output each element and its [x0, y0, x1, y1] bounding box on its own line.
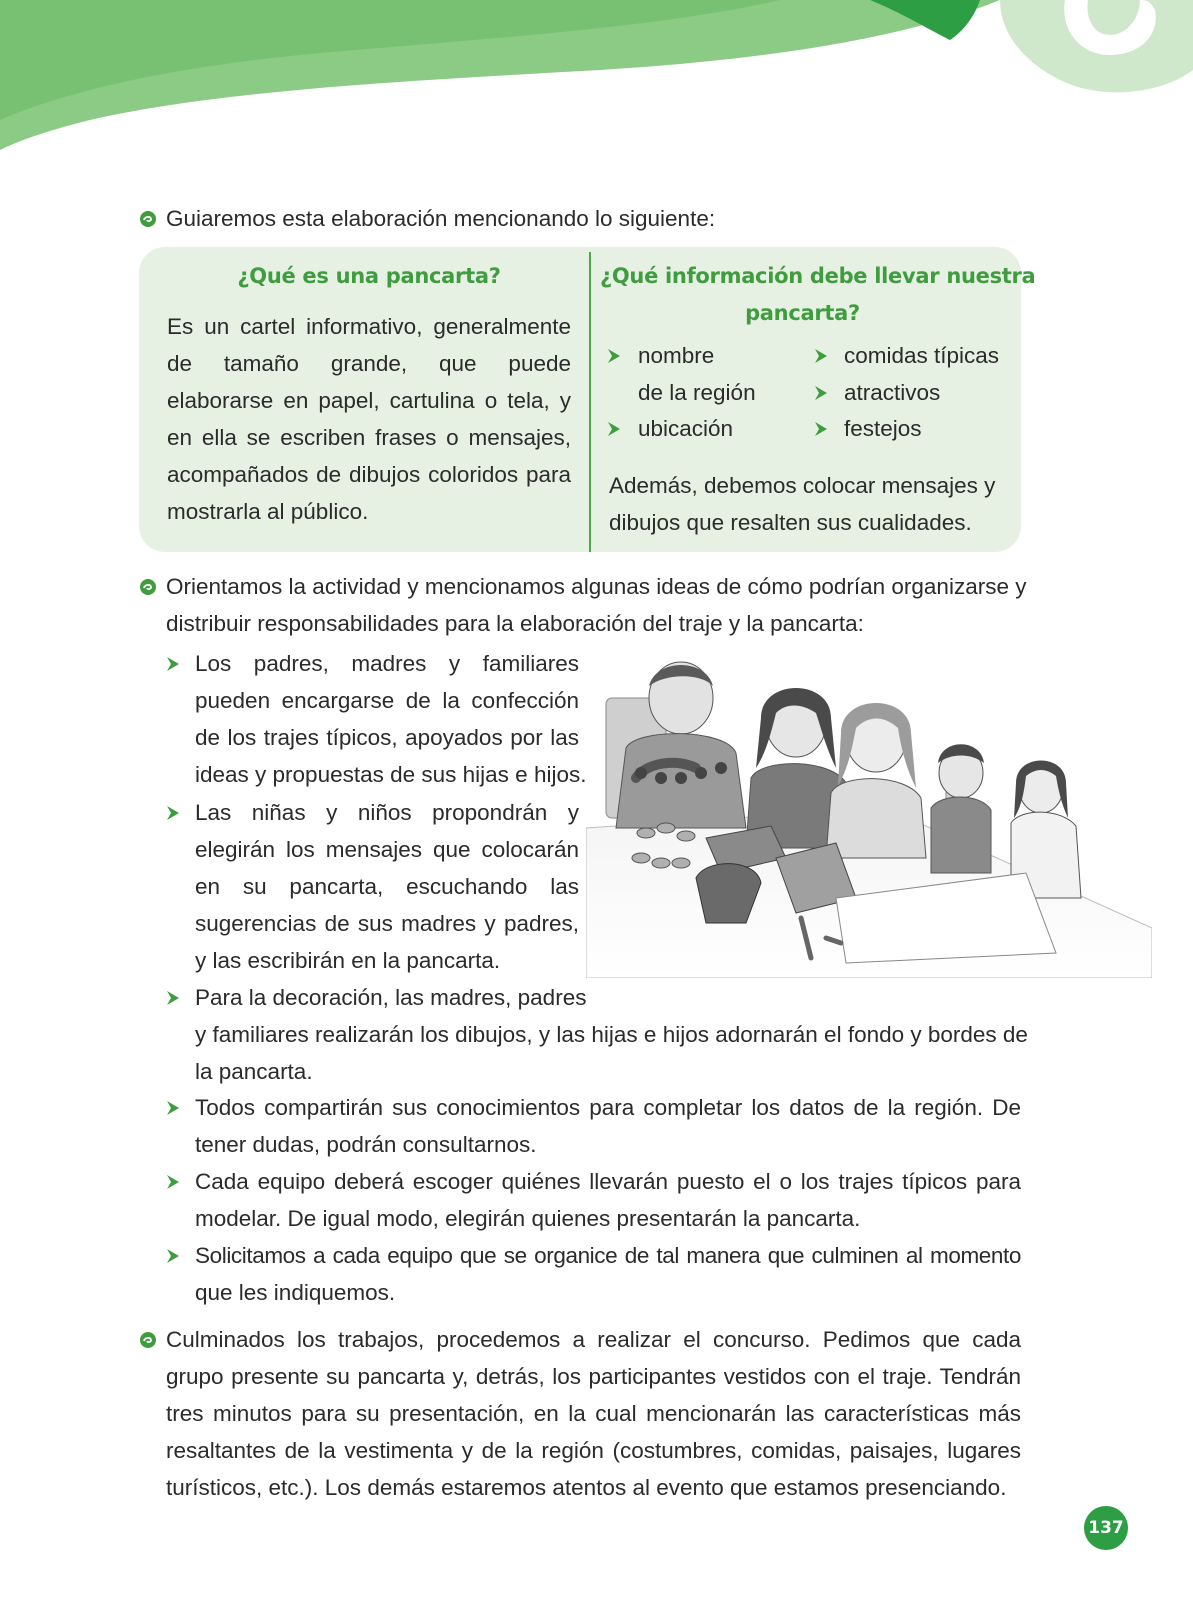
parents-line2: pueden encargarse de la confección	[195, 688, 579, 713]
arrow-bullet-icon	[166, 1174, 180, 1190]
list-item-atractivos: atractivos	[844, 380, 941, 405]
parents-line3: de los trajes típicos, apoyados por las	[195, 725, 579, 750]
right-footer-line1: Además, debemos colocar mensajes y	[609, 473, 996, 498]
parents-line1: Los padres, madres y familiares	[195, 651, 579, 676]
info-box-divider	[589, 252, 591, 552]
list-item-ubicacion: ubicación	[638, 416, 734, 441]
decoration-line3: la pancarta.	[195, 1059, 313, 1084]
swirl-bullet-icon	[139, 210, 157, 228]
arrow-bullet-icon	[607, 348, 621, 364]
final-line3: tres minutos para su presentación, en la cual mencionarán las características más	[166, 1401, 1021, 1426]
arrow-bullet-icon	[814, 348, 828, 364]
list-item-comidas: comidas típicas	[844, 343, 1000, 368]
decoration-line1: Para la decoración, las madres, padres	[195, 985, 587, 1010]
list-item-festejos: festejos	[844, 416, 922, 441]
arrow-bullet-icon	[814, 385, 828, 401]
decoration-line2: y familiares realizarán los dibujos, y las hijas e hijos adornarán el fondo y bordes de	[195, 1022, 1028, 1047]
swirl-bullet-icon	[139, 1331, 157, 1349]
organize-line2: que les indiquemos.	[195, 1280, 396, 1305]
family-crafting-illustration	[586, 658, 1152, 978]
organize-line1: Solicitamos a cada equipo que se organice de tal manera que culminen al momento	[195, 1243, 1021, 1268]
final-line2: grupo presente su pancarta y, detrás, los participantes vestidos con el traje. Tendrán	[166, 1364, 1021, 1389]
share-line1: Todos compartirán sus conocimientos para completar los datos de la región. De	[195, 1095, 1021, 1120]
arrow-bullet-icon	[166, 805, 180, 821]
parents-line4: ideas y propuestas de sus hijas e hijos.	[195, 762, 587, 787]
kids-line2: elegirán los mensajes que colocarán	[195, 837, 579, 862]
kids-line4: sugerencias de sus madres y padres,	[195, 911, 579, 936]
right-box-title-line2: pancarta?	[745, 301, 860, 325]
right-footer-line2: dibujos que resalten sus cualidades.	[609, 510, 972, 535]
pancarta-definition: Es un cartel informativo, generalmente de tamaño grande, que puede elaborarse en papel, cartulina o tela, y en ella se escriben frases o mensajes, acompañados de dibujos coloridos para mostrarla al público.	[167, 314, 571, 524]
kids-line1: Las niñas y niños propondrán y	[195, 800, 579, 825]
orient-line1: Orientamos la actividad y mencionamos algunas ideas de cómo podrían organizarse y	[166, 574, 1027, 599]
arrow-bullet-icon	[166, 1100, 180, 1116]
arrow-bullet-icon	[166, 656, 180, 672]
choose-line1: Cada equipo deberá escoger quiénes llevarán puesto el o los trajes típicos para	[195, 1169, 1021, 1194]
page-number-badge: 137	[1084, 1506, 1128, 1550]
kids-line5: y las escribirán en la pancarta.	[195, 948, 501, 973]
intro-text: Guiaremos esta elaboración mencionando lo siguiente:	[166, 206, 716, 231]
left-box-title: ¿Qué es una pancarta?	[237, 264, 501, 288]
arrow-bullet-icon	[814, 421, 828, 437]
final-line4: resaltantes de la vestimenta y de la región (costumbres, comidas, paisajes, lugares	[166, 1438, 1021, 1463]
list-item-region: de la región	[638, 380, 756, 405]
share-line2: tener dudas, podrán consultarnos.	[195, 1132, 537, 1157]
arrow-bullet-icon	[166, 990, 180, 1006]
arrow-bullet-icon	[166, 1248, 180, 1264]
arrow-bullet-icon	[607, 421, 621, 437]
final-line5: turísticos, etc.). Los demás estaremos atentos al evento que estamos presenciando.	[166, 1475, 1007, 1500]
list-item-nombre: nombre	[638, 343, 715, 368]
swirl-bullet-icon	[139, 578, 157, 596]
choose-line2: modelar. De igual modo, elegirán quienes presentarán la pancarta.	[195, 1206, 861, 1231]
final-line1: Culminados los trabajos, procedemos a realizar el concurso. Pedimos que cada	[166, 1327, 1021, 1352]
orient-line2: distribuir responsabilidades para la elaboración del traje y la pancarta:	[166, 611, 864, 636]
header-wave-decoration	[0, 0, 1193, 160]
kids-line3: en su pancarta, escuchando las	[195, 874, 579, 899]
right-box-title-line1: ¿Qué información debe llevar nuestra	[600, 264, 1036, 288]
